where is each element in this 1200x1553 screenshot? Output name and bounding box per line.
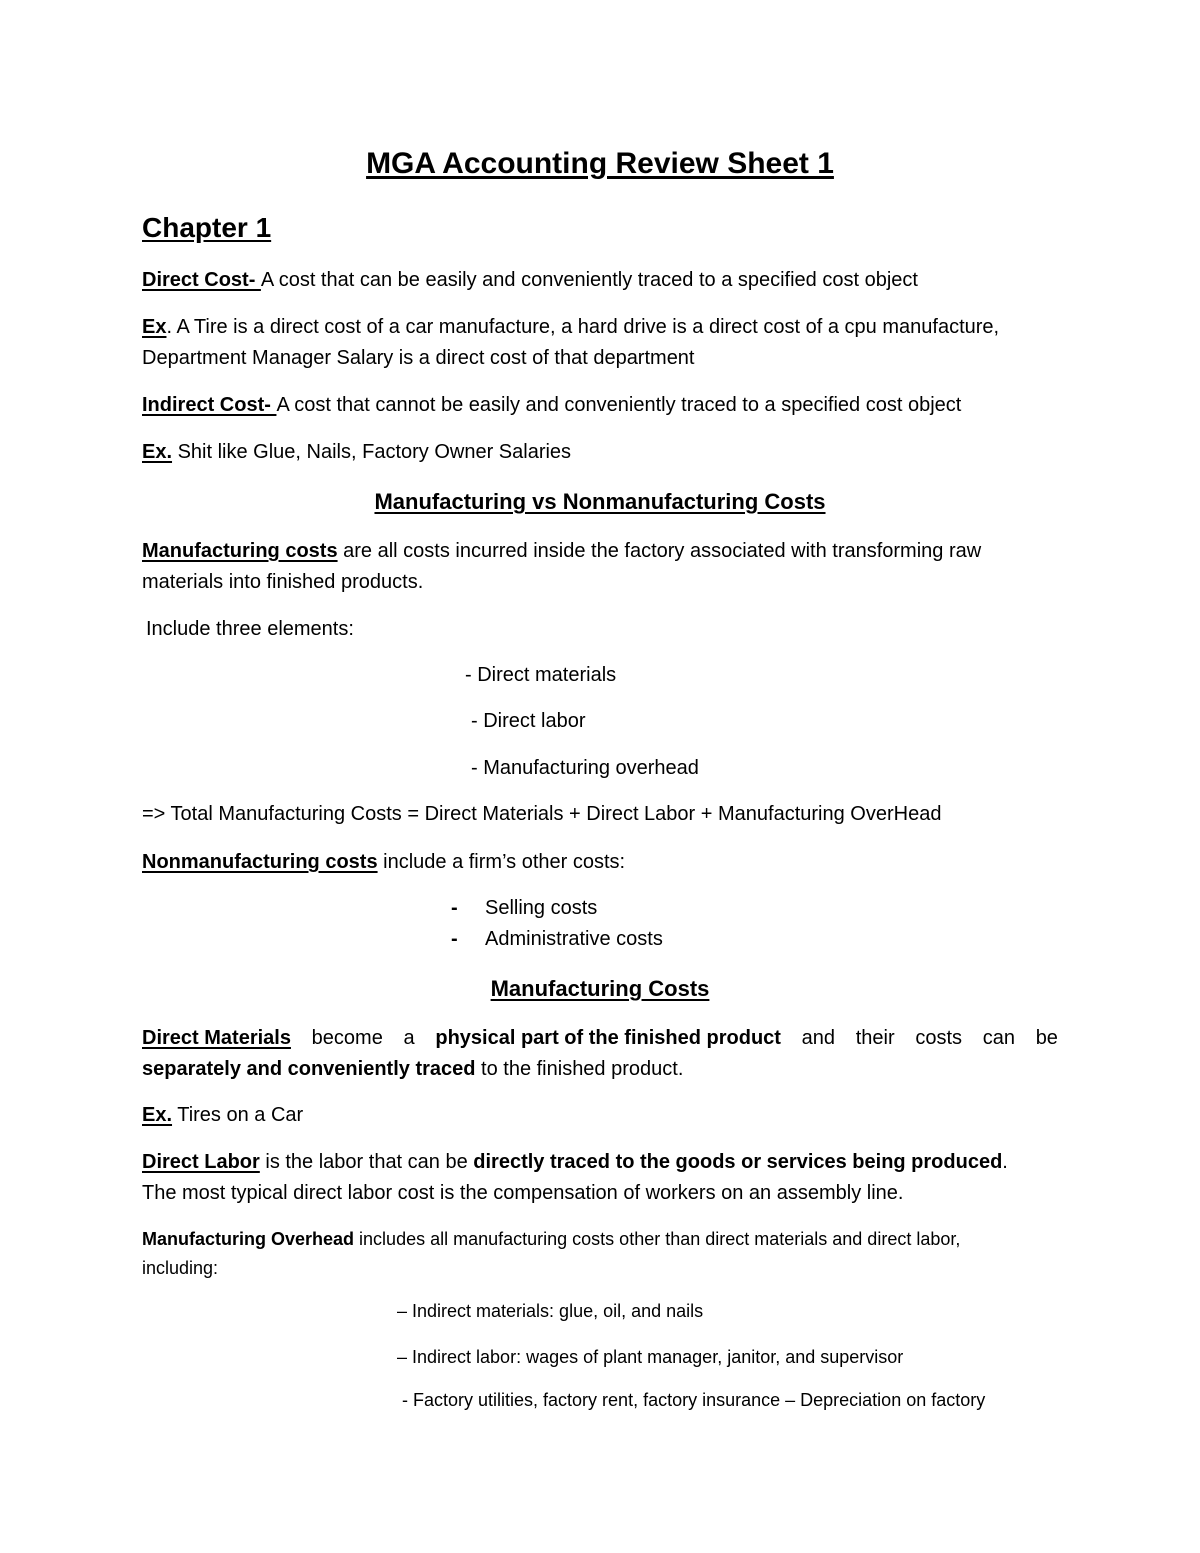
- total-mfg-costs-formula: => Total Manufacturing Costs = Direct Materials + Direct Labor + Manufacturing OverHead: [142, 803, 942, 825]
- page-title: MGA Accounting Review Sheet 1: [366, 147, 834, 180]
- section-heading-mfg-vs-nonmfg: Manufacturing vs Nonmanufacturing Costs: [374, 489, 826, 514]
- bold-phrase: directly traced to the goods or services being produced: [473, 1151, 1003, 1173]
- mfg-costs-text: are all costs incurred inside the factory associated with transforming raw: [337, 540, 982, 562]
- example-text: Shit like Glue, Nails, Factory Owner Salaries: [172, 441, 572, 463]
- example-label: Ex.: [142, 441, 173, 463]
- nonmfg-costs-text: include a firm’s other costs:: [377, 851, 626, 873]
- include-elements-label: Include three elements:: [146, 618, 354, 640]
- direct-materials-example: [142, 1103, 303, 1127]
- overhead-item: – Indirect labor: wages of plant manager, janitor, and supervisor: [397, 1347, 904, 1367]
- example-text: . A Tire is a direct cost of a car manufacture, a hard drive is a direct cost of a cpu manufacture,: [166, 316, 1000, 338]
- word: can: [982, 1027, 1015, 1049]
- direct-materials-line2: [142, 1057, 683, 1081]
- indirect-cost-text: A cost that cannot be easily and conveniently traced to a specified cost object: [276, 394, 962, 416]
- word: a: [403, 1027, 415, 1049]
- indirect-cost-term: Indirect Cost-: [142, 394, 277, 416]
- element-item: - Direct materials: [465, 664, 617, 686]
- text: .: [1002, 1151, 1008, 1173]
- chapter-heading: Chapter 1: [142, 212, 272, 243]
- word: their: [855, 1027, 895, 1049]
- text: to the finished product.: [475, 1058, 684, 1080]
- direct-cost-definition: [142, 268, 918, 292]
- word: and: [801, 1027, 836, 1049]
- list-item: [451, 896, 597, 920]
- element-item: - Manufacturing overhead: [471, 757, 699, 779]
- direct-labor-line2: The most typical direct labor cost is the compensation of workers on an assembly line.: [142, 1182, 904, 1204]
- word: costs: [915, 1027, 963, 1049]
- direct-cost-example-line2: Department Manager Salary is a direct cost of that department: [142, 347, 695, 369]
- bullet-dash: -: [451, 928, 458, 950]
- nonmfg-costs-term: Nonmanufacturing costs: [142, 851, 378, 873]
- list-item: [451, 927, 663, 951]
- text: is the labor that can be: [259, 1151, 474, 1173]
- word: be: [1035, 1027, 1058, 1049]
- example-label: Ex: [142, 316, 167, 338]
- mfg-overhead-line2: including:: [142, 1258, 219, 1278]
- list-item-text: Administrative costs: [485, 928, 663, 950]
- direct-cost-text: A cost that can be easily and conveniently traced to a specified cost object: [260, 269, 918, 291]
- bold-phrase: separately and conveniently traced: [142, 1058, 476, 1080]
- indirect-cost-example: [142, 440, 571, 464]
- mfg-overhead-definition: [142, 1227, 960, 1251]
- element-item: - Direct labor: [471, 710, 586, 732]
- direct-cost-example: [142, 315, 999, 339]
- indirect-cost-definition: [142, 393, 961, 417]
- example-text: Tires on a Car: [172, 1104, 304, 1126]
- direct-materials-definition: [142, 1026, 1058, 1050]
- bold-phrase: physical part of the finished product: [435, 1027, 781, 1049]
- overhead-item: - Factory utilities, factory rent, factory insurance – Depreciation on factory: [402, 1390, 986, 1410]
- section-heading-mfg-costs: Manufacturing Costs: [490, 976, 710, 1001]
- example-label: Ex.: [142, 1104, 173, 1126]
- direct-labor-term: Direct Labor: [142, 1151, 260, 1173]
- mfg-costs-definition: [142, 539, 981, 563]
- text: includes all manufacturing costs other than direct materials and direct labor,: [354, 1229, 961, 1249]
- mfg-costs-term: Manufacturing costs: [142, 540, 338, 562]
- list-item-text: Selling costs: [485, 897, 598, 919]
- mfg-overhead-term: Manufacturing Overhead: [142, 1229, 355, 1249]
- overhead-item: – Indirect materials: glue, oil, and nails: [397, 1301, 704, 1321]
- mfg-costs-line2: materials into finished products.: [142, 571, 424, 593]
- direct-labor-definition: [142, 1150, 1008, 1174]
- word: become: [311, 1027, 383, 1049]
- bullet-dash: -: [451, 897, 458, 919]
- nonmfg-costs-definition: [142, 850, 625, 874]
- direct-cost-term: Direct Cost-: [142, 269, 261, 291]
- direct-materials-term: Direct Materials: [142, 1027, 291, 1049]
